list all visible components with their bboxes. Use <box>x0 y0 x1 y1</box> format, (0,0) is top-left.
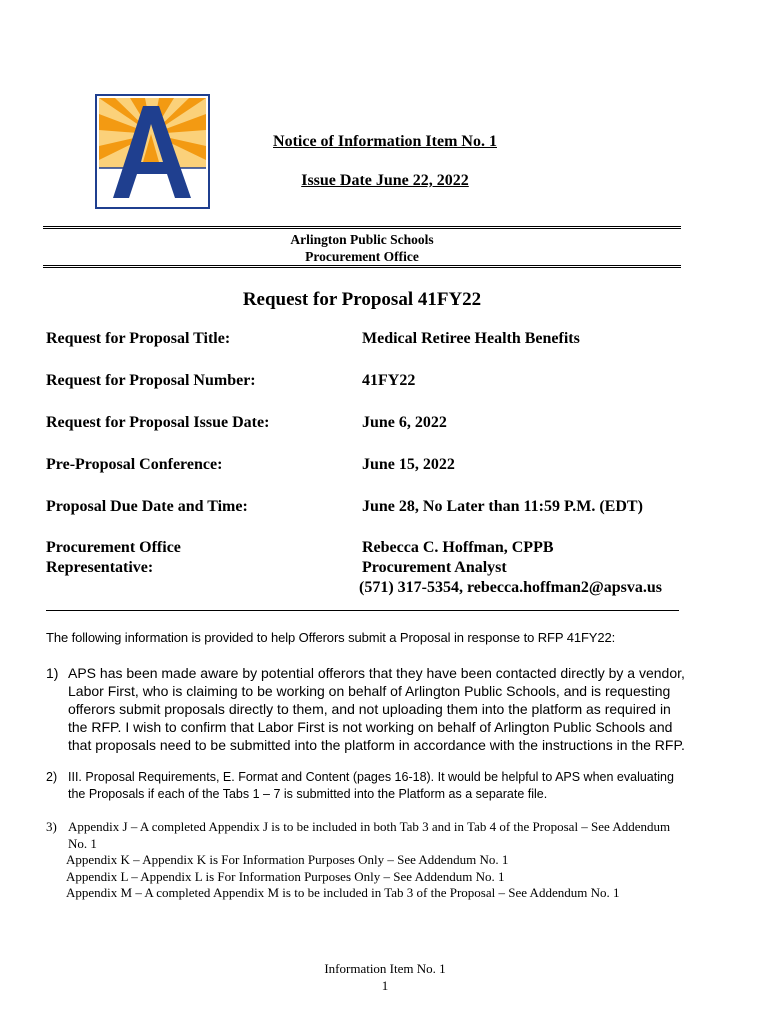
rep-title: Procurement Analyst <box>362 559 507 576</box>
divider-bottom <box>43 265 681 268</box>
rep-contact: (571) 317-5354, rebecca.hoffman2@apsva.us <box>359 579 663 596</box>
intro-text: The following information is provided to help Offerors submit a Proposal in response to RFP 41FY22: <box>46 630 616 645</box>
rep-label-line1: Procurement Office <box>46 539 181 556</box>
item-number: 2) <box>46 770 58 784</box>
detail-value: June 6, 2022 <box>362 414 447 431</box>
detail-value: June 28, No Later than 11:59 P.M. (EDT) <box>362 498 643 515</box>
list-item <box>46 664 686 754</box>
list-item <box>46 769 686 803</box>
page-number: 1 <box>381 978 389 993</box>
detail-value: Medical Retiree Health Benefits <box>362 330 580 347</box>
divider-top <box>43 226 681 229</box>
item-subline: Appendix M – A completed Appendix M is to be included in Tab 3 of the Proposal – See Addendum No. 1 <box>66 885 620 900</box>
item-text: Appendix J – A completed Appendix J is to be included in both Tab 3 and in Tab 4 of the Proposal – See Addendum No. 1 <box>68 819 671 851</box>
item-subline: Appendix L – Appendix L is For Information Purposes Only – See Addendum No. 1 <box>66 868 505 884</box>
item-number: 1) <box>46 665 59 681</box>
item-number: 3) <box>46 819 57 834</box>
section-divider <box>46 610 679 611</box>
org-name: Arlington Public Schools <box>290 232 434 247</box>
issue-date: Issue Date June 22, 2022 <box>301 172 469 189</box>
detail-label: Request for Proposal Issue Date: <box>46 414 270 431</box>
detail-value: 41FY22 <box>362 372 416 389</box>
item-text: III. Proposal Requirements, E. Format and Content (pages 16-18). It would be helpful to APS when evaluating the Proposals if each of the Tabs 1 – 7 is submitted into the Platform as a separate file. <box>68 770 674 801</box>
aps-logo <box>95 94 210 209</box>
list-item <box>46 819 686 902</box>
detail-label: Request for Proposal Number: <box>46 372 256 389</box>
detail-label: Proposal Due Date and Time: <box>46 498 248 515</box>
detail-label: Request for Proposal Title: <box>46 330 231 347</box>
rfp-title: Request for Proposal 41FY22 <box>242 289 482 310</box>
org-block <box>43 231 681 265</box>
item-text: APS has been made aware by potential offerors that they have been contacted directly by a vendor, Labor First, who is claiming to be working on behalf of Arlington Public Schools, and is requesting offerors submit proposals directly to them, and not uploading them into the platform as required in the RFP. I wish to confirm that Labor First is not working on behalf of Arlington Public Schools and that proposals need to be submitted into the platform in accordance with the instructions in the RFP. <box>68 665 685 753</box>
sunburst-a-icon <box>95 94 210 209</box>
detail-value: June 15, 2022 <box>362 456 455 473</box>
notice-title: Notice of Information Item No. 1 <box>273 133 497 150</box>
footer-title: Information Item No. 1 <box>324 961 446 976</box>
org-office: Procurement Office <box>305 249 419 264</box>
detail-label: Pre-Proposal Conference: <box>46 456 223 473</box>
rep-name: Rebecca C. Hoffman, CPPB <box>362 539 554 556</box>
rep-label-line2: Representative: <box>46 559 154 576</box>
item-subline: Appendix K – Appendix K is For Information Purposes Only – See Addendum No. 1 <box>66 852 509 867</box>
